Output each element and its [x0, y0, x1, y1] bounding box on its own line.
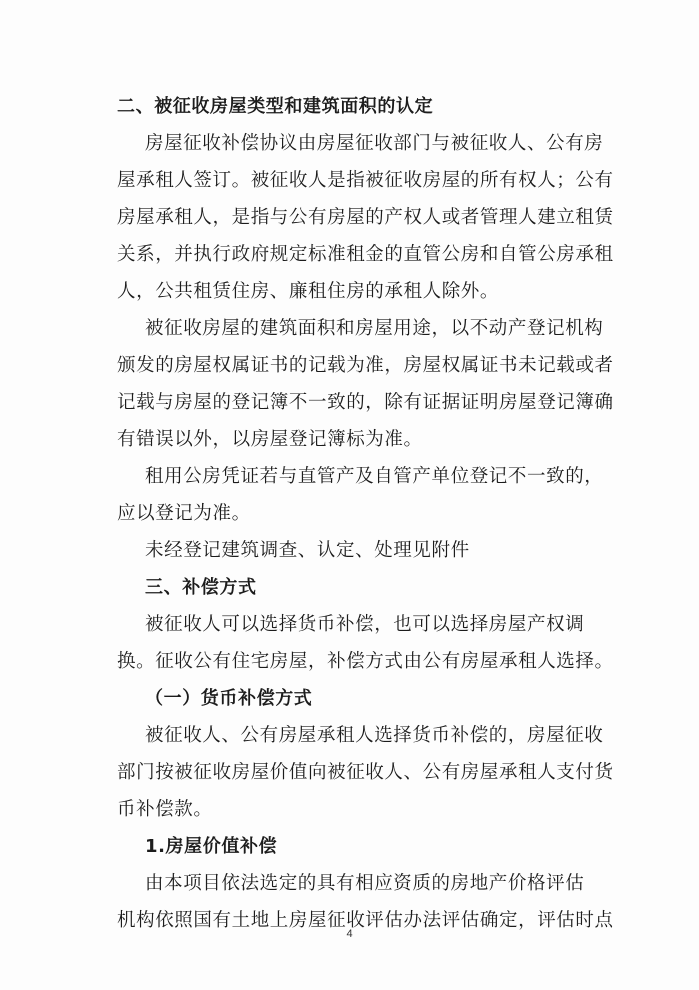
item-heading: 1.房屋价值补偿: [145, 836, 278, 857]
paragraph-line: 机构依照国有土地上房屋征收评估办法评估确定，评估时点: [117, 910, 614, 931]
paragraph-line: 币补偿款。: [117, 799, 213, 820]
paragraph-line: 人，公共租赁住房、廉租住房的承租人除外。: [117, 281, 500, 302]
section-heading-2: 二、被征收房屋类型和建筑面积的认定: [117, 96, 434, 117]
paragraph-line: 被征收人可以选择货币补偿，也可以选择房屋产权调: [145, 614, 585, 635]
paragraph-line: 被征收人、公有房屋承租人选择货币补偿的，房屋征收: [145, 725, 604, 746]
paragraph-line: 由本项目依法选定的具有相应资质的房地产价格评估: [145, 873, 585, 894]
page-number: 4: [346, 928, 353, 940]
paragraph-line: 房屋承租人，是指与公有房屋的产权人或者管理人建立租赁: [117, 207, 614, 228]
section-heading-3: 三、补偿方式: [145, 577, 257, 598]
paragraph-line: 颁发的房屋权属证书的记载为准，房屋权属证书未记载或者: [117, 355, 614, 376]
paragraph-line: 关系，并执行政府规定标准租金的直管公房和自管公房承租: [117, 244, 614, 265]
paragraph-line: 有错误以外，以房屋登记簿标为准。: [117, 429, 423, 450]
paragraph-line: 换。征收公有住宅房屋，补偿方式由公有房屋承租人选择。: [117, 651, 614, 672]
paragraph-line: 应以登记为准。: [117, 503, 251, 524]
paragraph-line: 屋承租人签订。被征收人是指被征收房屋的所有权人；公有: [117, 170, 614, 191]
paragraph-line: 房屋征收补偿协议由房屋征收部门与被征收人、公有房: [145, 133, 604, 154]
paragraph-line: 被征收房屋的建筑面积和房屋用途，以不动产登记机构: [145, 318, 604, 339]
paragraph-line: 租用公房凭证若与直管产及自管产单位登记不一致的，: [145, 466, 604, 487]
paragraph-line: 记载与房屋的登记簿不一致的，除有证据证明房屋登记簿确: [117, 392, 614, 413]
subsection-heading: （一）货币补偿方式: [145, 688, 313, 709]
paragraph-line: 未经登记建筑调查、认定、处理见附件: [145, 540, 470, 561]
paragraph-line: 部门按被征收房屋价值向被征收人、公有房屋承租人支付货: [117, 762, 614, 783]
